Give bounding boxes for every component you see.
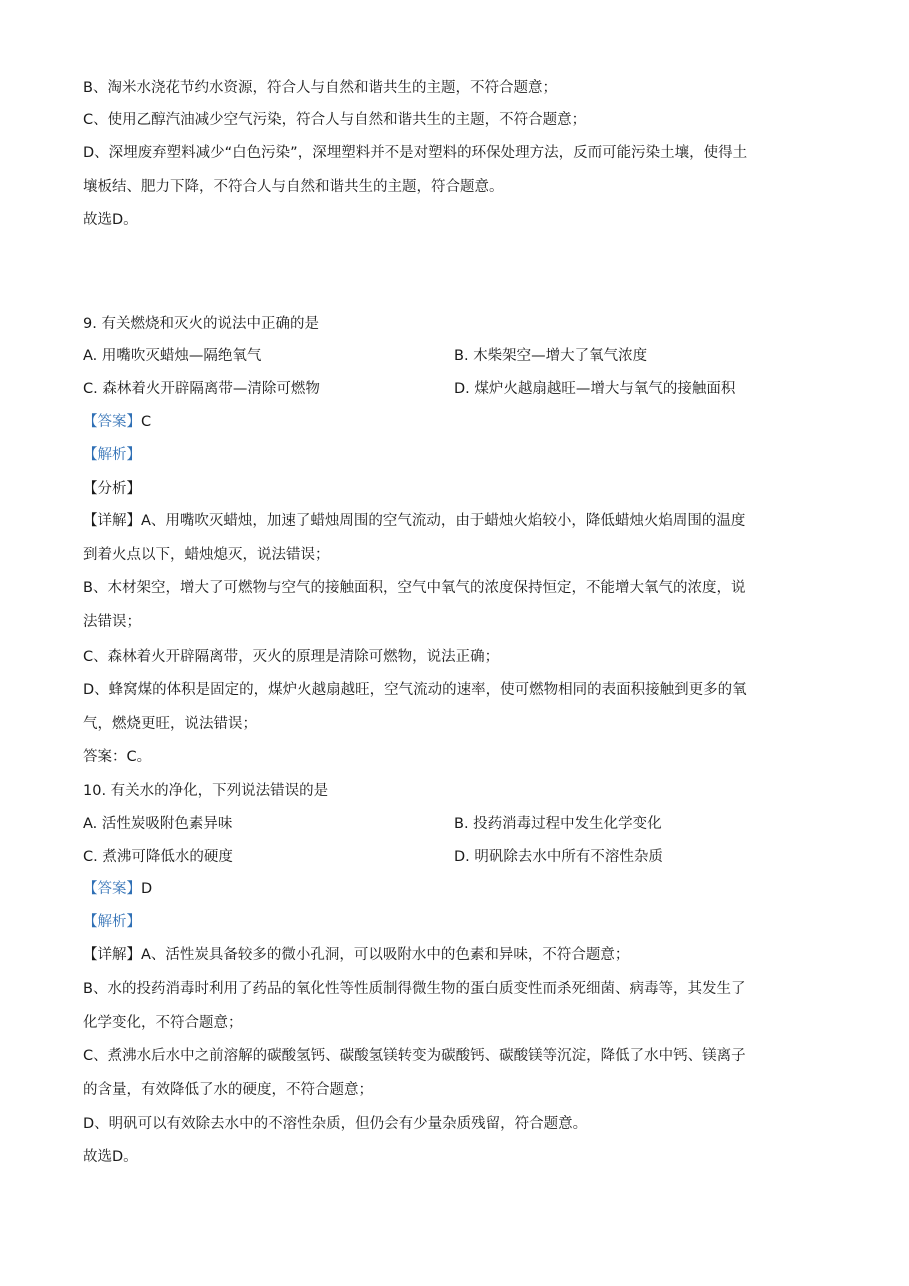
q10-detail-c-line2: 的含量，有效降低了水的硬度，不符合题意； xyxy=(83,1082,373,1098)
answer-tag: 【答案】 xyxy=(83,414,141,430)
q10-analysis-tag: 【解析】 xyxy=(83,914,141,930)
q10-detail-d: D、明矾可以有效除去水中的不溶性杂质，但仍会有少量杂质残留，符合题意。 xyxy=(83,1116,588,1132)
q8-explanation-d-line1: D、深埋废弃塑料减少“白色污染”，深埋塑料并不是对塑料的环保处理方法，反而可能污染土壤，使得土 xyxy=(83,145,748,161)
q9-detail-c: C、森林着火开辟隔离带，灭火的原理是清除可燃物，说法正确； xyxy=(83,649,500,665)
q10-conclusion: 故选D。 xyxy=(83,1149,138,1165)
q10-detail-c-line1: C、煮沸水后水中之前溶解的碳酸氢钙、碳酸氢镁转变为碳酸钙、碳酸镁等沉淀，降低了水中钙、镁离子 xyxy=(83,1048,746,1064)
q9-detail-b-line1: B、木材架空，增大了可燃物与空气的接触面积，空气中氧气的浓度保持恒定，不能增大氧气的浓度，说 xyxy=(83,580,746,596)
q9-option-d: D. 煤炉火越扇越旺—增大与氧气的接触面积 xyxy=(454,381,736,397)
q9-option-a: A. 用嘴吹灭蜡烛—隔绝氧气 xyxy=(83,348,262,364)
q10-option-b: B. 投药消毒过程中发生化学变化 xyxy=(454,816,662,832)
answer-value: C xyxy=(141,414,152,430)
q9-stem: 9. 有关燃烧和灭火的说法中正确的是 xyxy=(83,316,319,332)
detail-tag: 【详解】 xyxy=(83,513,141,529)
q10-option-d: D. 明矾除去水中所有不溶性杂质 xyxy=(454,849,663,865)
q9-detail-a-line1 xyxy=(83,511,745,531)
q10-option-c: C. 煮沸可降低水的硬度 xyxy=(83,849,233,865)
detail-tag: 【详解】 xyxy=(83,947,141,963)
q10-detail-b-line1: B、水的投药消毒时利用了药品的氧化性等性质制得微生物的蛋白质变性而杀死细菌、病毒等，其发生了 xyxy=(83,981,746,997)
q9-detail-b-line2: 法错误； xyxy=(83,614,141,630)
q8-explanation-d-line2: 壤板结、肥力下降，不符合人与自然和谐共生的主题，符合题意。 xyxy=(83,179,504,195)
detail-text: A、用嘴吹灭蜡烛，加速了蜡烛周围的空气流动，由于蜡烛火焰较小，降低蜡烛火焰周围的温度 xyxy=(141,513,746,529)
q9-final-answer: 答案：C。 xyxy=(83,749,152,765)
q9-option-c: C. 森林着火开辟隔离带—清除可燃物 xyxy=(83,381,320,397)
q10-detail-b-line2: 化学变化，不符合题意； xyxy=(83,1015,243,1031)
q10-answer xyxy=(83,879,152,899)
q10-stem: 10. 有关水的净化，下列说法错误的是 xyxy=(83,783,329,799)
q8-conclusion: 故选D。 xyxy=(83,212,138,228)
q9-fenxi-tag: 【分析】 xyxy=(83,481,141,497)
q9-answer xyxy=(83,412,151,432)
q10-detail-a xyxy=(83,945,629,965)
answer-tag: 【答案】 xyxy=(83,881,141,897)
q8-explanation-c: C、使用乙醇汽油减少空气污染，符合人与自然和谐共生的主题，不符合题意； xyxy=(83,112,587,128)
q9-option-b: B. 木柴架空—增大了氧气浓度 xyxy=(454,348,648,364)
q8-explanation-b: B、淘米水浇花节约水资源，符合人与自然和谐共生的主题，不符合题意； xyxy=(83,80,557,96)
answer-value: D xyxy=(141,881,153,897)
detail-text: A、活性炭具备较多的微小孔洞，可以吸附水中的色素和异味，不符合题意； xyxy=(141,947,630,963)
q10-option-a: A. 活性炭吸附色素异味 xyxy=(83,816,233,832)
q9-analysis-tag: 【解析】 xyxy=(83,447,141,463)
q9-detail-d-line2: 气，燃烧更旺，说法错误； xyxy=(83,716,257,732)
q9-detail-a-line2: 到着火点以下，蜡烛熄灭，说法错误； xyxy=(83,547,330,563)
q9-detail-d-line1: D、蜂窝煤的体积是固定的，煤炉火越扇越旺，空气流动的速率，使可燃物相同的表面积接触到更多的氧 xyxy=(83,682,747,698)
